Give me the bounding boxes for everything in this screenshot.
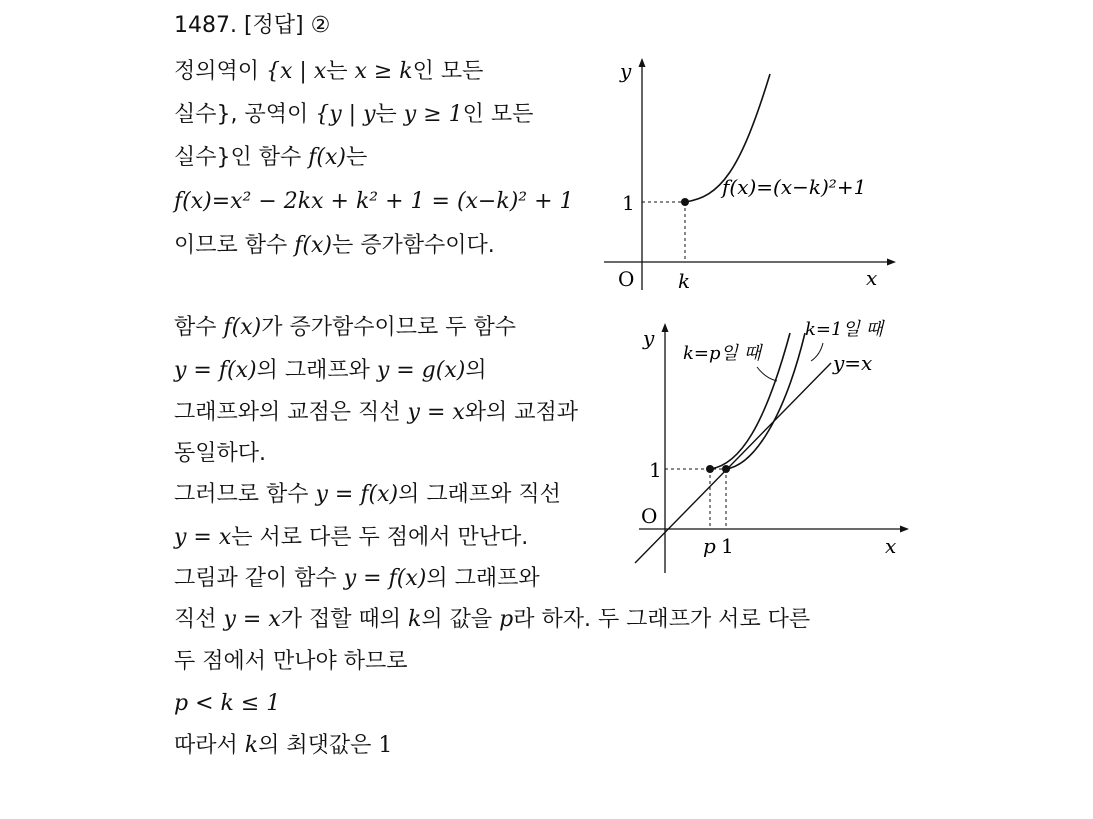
text: 이므로 함수 — [174, 233, 295, 258]
text: 정의역이 — [174, 59, 267, 84]
tick-x-1: 1 — [721, 534, 734, 558]
text: 의 — [465, 358, 487, 383]
math: y = x — [174, 525, 232, 550]
text: 는 — [326, 59, 355, 84]
point-p — [706, 465, 714, 473]
para1-line5 — [174, 232, 495, 260]
figure1-graph — [600, 52, 920, 302]
text: 가 증가함수이므로 두 함수 — [261, 315, 516, 340]
math: y ≥ 1 — [403, 102, 463, 127]
text: 의 그래프와 — [426, 566, 540, 591]
text: 인 모든 — [462, 102, 534, 127]
origin-label: O — [641, 504, 658, 528]
text: 인 모든 — [412, 59, 484, 84]
answer-header: 1487. [정답] ② — [174, 13, 331, 38]
para2-line6 — [174, 524, 528, 552]
tick-y-1: 1 — [622, 191, 635, 215]
point-1 — [722, 465, 730, 473]
text: 실수}, 공역이 — [174, 102, 316, 127]
tick-y-1: 1 — [649, 458, 662, 482]
para2-line5 — [174, 481, 561, 509]
math: k — [408, 607, 422, 632]
text: 의 그래프와 — [256, 358, 377, 383]
label-k-equals-1: k=1일 때 — [805, 319, 883, 340]
label-y-equals-x: y=x — [833, 351, 873, 375]
para1-line3 — [174, 144, 367, 172]
x-axis-label: x — [866, 266, 878, 290]
x-axis-arrow — [887, 259, 896, 266]
para2-line10-inequality: p < k ≤ 1 — [174, 691, 281, 716]
y-axis-arrow — [639, 58, 646, 67]
math: k — [244, 733, 259, 758]
para1-line1 — [174, 58, 483, 86]
text: 직선 — [174, 607, 224, 632]
para2-line8 — [174, 606, 810, 634]
para1-line2 — [174, 101, 533, 129]
para2-line7 — [174, 565, 540, 593]
para2-line9: 두 점에서 만나야 하므로 — [174, 649, 408, 674]
text: 그러므로 함수 — [174, 482, 316, 507]
math: {y | y — [315, 102, 376, 127]
text: 는 서로 다른 두 점에서 만난다. — [231, 525, 529, 550]
text: 따라서 — [174, 733, 245, 758]
math: y = f(x) — [343, 566, 427, 591]
text: 의 값을 — [421, 607, 500, 632]
x-axis-arrow — [900, 526, 909, 533]
answer-value: 1 — [378, 733, 393, 758]
text: 그래프와의 교점은 직선 — [174, 400, 408, 425]
para2-line2 — [174, 357, 487, 385]
math: f(x) — [308, 145, 346, 170]
math: y = g(x) — [376, 358, 466, 383]
text: 는 — [345, 145, 368, 170]
vertex-point — [681, 198, 689, 206]
text: 의 그래프와 직선 — [398, 482, 561, 507]
para2-line4: 동일하다. — [174, 441, 267, 466]
text: 함수 — [174, 315, 224, 340]
pointer-k-equals-p — [757, 367, 777, 381]
text: 라 하자. 두 그래프가 서로 다른 — [513, 607, 811, 632]
para2-line11 — [174, 732, 392, 760]
math: y = x — [407, 400, 465, 425]
math: y = f(x) — [174, 358, 257, 383]
math: y = x — [223, 607, 281, 632]
text: 와의 교점과 — [464, 400, 579, 425]
text: 는 — [375, 102, 404, 127]
y-axis-arrow — [662, 323, 669, 332]
math: f(x) — [223, 315, 262, 340]
label-k-equals-p: k=p일 때 — [683, 343, 762, 364]
origin-label: O — [618, 267, 635, 291]
y-axis-label: y — [643, 326, 655, 350]
text: 의 최댓값은 — [258, 733, 379, 758]
curve-label: f(x)=(x−k)²+1 — [722, 175, 867, 199]
text: 가 접할 때의 — [280, 607, 409, 632]
math: y = f(x) — [315, 482, 399, 507]
math: p — [499, 607, 514, 632]
y-axis-label: y — [620, 59, 632, 83]
tick-x-p: p — [703, 534, 716, 558]
x-axis-label: x — [885, 534, 897, 558]
math: x ≥ k — [354, 59, 413, 84]
para2-line1 — [174, 314, 516, 342]
math: f(x) — [294, 233, 332, 258]
text: 그림과 같이 함수 — [174, 566, 344, 591]
tick-x-k: k — [678, 269, 691, 293]
math: {x | x — [266, 59, 327, 84]
text: 는 증가함수이다. — [331, 233, 495, 258]
para2-line3 — [174, 399, 578, 427]
text: 실수}인 함수 — [174, 145, 309, 170]
figure2-graph — [625, 315, 915, 577]
para1-line4-formula: f(x)=x² − 2kx + k² + 1 = (x−k)² + 1 — [174, 189, 574, 214]
pointer-k-equals-1 — [811, 343, 823, 361]
